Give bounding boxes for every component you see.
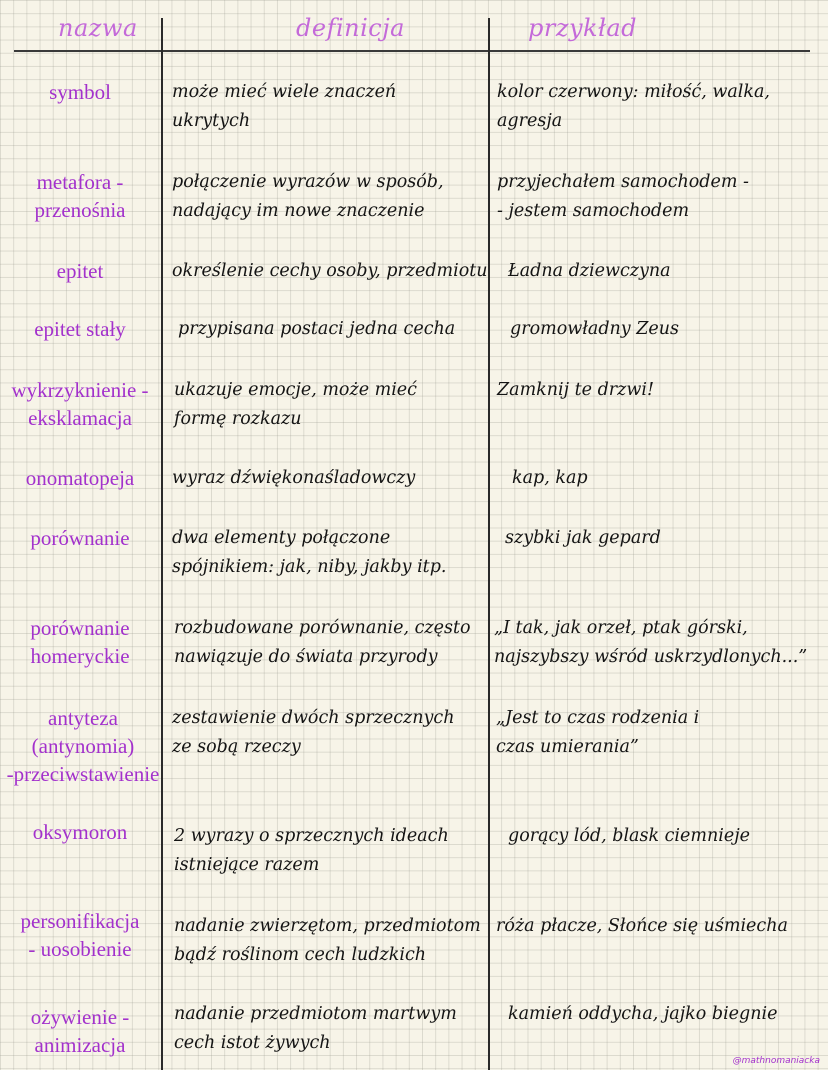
term-example: gorący lód, blask ciemnieje: [508, 826, 750, 846]
term-definition: połączenie wyrazów w sposób, nadający im nowe znaczenie: [172, 172, 444, 221]
term-name: antyteza (antynomia) -przeciwstawienie: [6, 706, 160, 786]
term-definition: wyraz dźwiękonaśladowczy: [172, 468, 416, 488]
term-definition: zestawienie dwóch sprzecznych ze sobą rzeczy: [172, 708, 455, 757]
column-divider-1: [161, 18, 163, 1070]
term-name: onomatopeja: [25, 466, 135, 490]
term-example: kolor czerwony: miłość, walka, agresja: [497, 82, 770, 131]
term-name: epitet stały: [34, 317, 126, 341]
header-definition: definicja: [296, 14, 405, 42]
term-name: epitet: [56, 259, 104, 283]
term-definition: rozbudowane porównanie, często nawiązuje do świata przyrody: [174, 618, 471, 667]
term-example: przyjechałem samochodem - - jestem samochodem: [497, 172, 749, 221]
term-example: Ładna dziewczyna: [508, 261, 671, 281]
term-example: róża płacze, Słońce się uśmiecha: [496, 916, 788, 936]
header-example: przykład: [528, 14, 638, 42]
term-definition: nadanie zwierzętom, przedmiotom bądź roślinom cech ludzkich: [174, 916, 481, 965]
term-name: symbol: [49, 80, 111, 104]
column-divider-2: [488, 18, 490, 1070]
term-name: ożywienie - animizacja: [30, 1005, 130, 1057]
term-example: szybki jak gepard: [505, 528, 661, 548]
term-definition: 2 wyrazy o sprzecznych ideach istniejące razem: [174, 826, 449, 875]
term-definition: ukazuje emocje, może mieć formę rozkazu: [174, 380, 417, 429]
term-definition: może mieć wiele znaczeń ukrytych: [172, 82, 397, 131]
author-signature: @mathnomaniacka: [732, 1056, 820, 1066]
header-name: nazwa: [58, 14, 138, 42]
term-definition: nadanie przedmiotom martwym cech istot żywych: [174, 1004, 457, 1053]
term-example: kap, kap: [512, 468, 588, 488]
term-name: metafora - przenośnia: [34, 170, 126, 222]
term-definition: przypisana postaci jedna cecha: [178, 319, 456, 339]
term-name: personifikacja - uosobienie: [20, 909, 140, 961]
term-example: „Jest to czas rodzenia i czas umierania”: [496, 708, 700, 757]
term-name: oksymoron: [32, 820, 128, 844]
term-name: porównanie homeryckie: [30, 616, 130, 668]
term-definition: określenie cechy osoby, przedmiotu: [172, 261, 488, 281]
term-example: „I tak, jak orzeł, ptak górski, najszybszy wśród uskrzydlonych...”: [494, 618, 808, 667]
term-name: wykrzyknienie - eksklamacja: [11, 378, 149, 430]
header-underline: [14, 50, 810, 52]
term-example: kamień oddycha, jajko biegnie: [508, 1004, 778, 1024]
term-definition: dwa elementy połączone spójnikiem: jak, niby, jakby itp.: [172, 528, 447, 577]
term-example: Zamknij te drzwi!: [497, 380, 654, 400]
term-example: gromowładny Zeus: [510, 319, 680, 339]
term-name: porównanie: [30, 526, 130, 550]
